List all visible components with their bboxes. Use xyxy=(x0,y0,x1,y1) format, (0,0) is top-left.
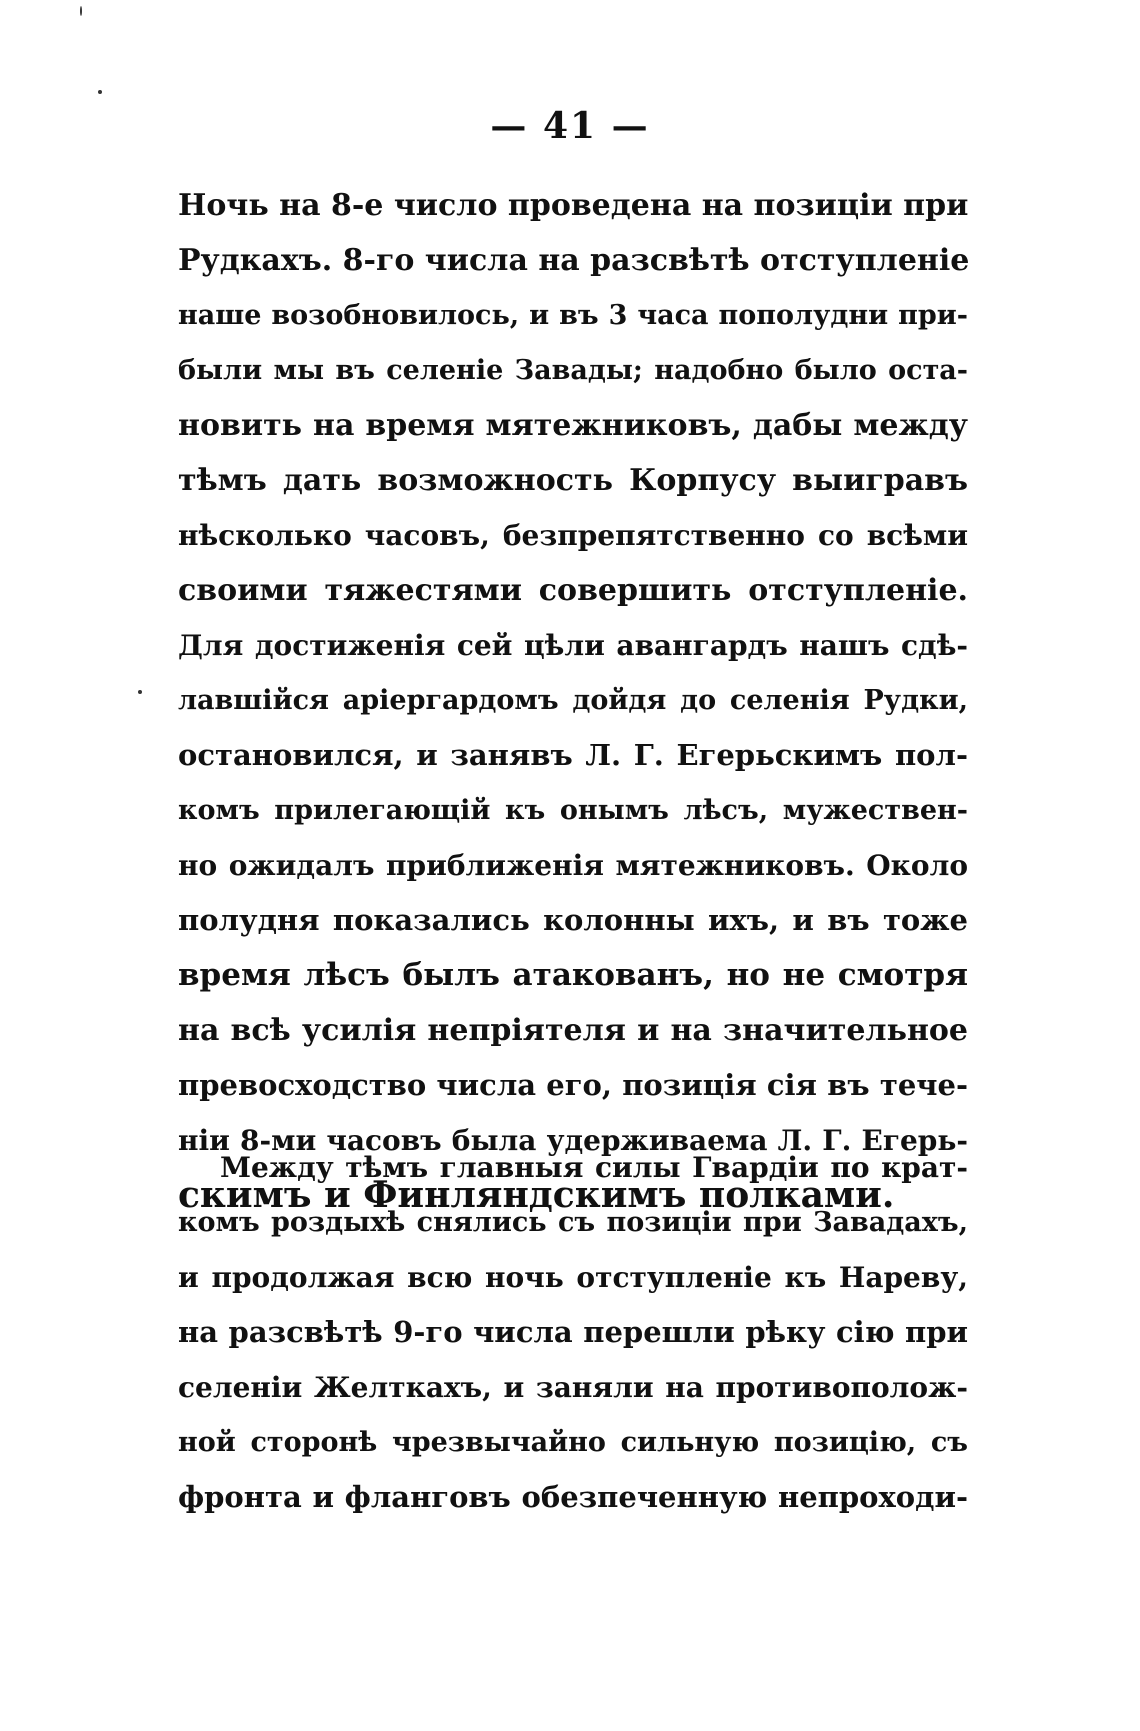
text-line: были мы въ селеніе Завады; надобно было оста- xyxy=(178,355,968,386)
text-line: Для достиженія сей цѣли авангардъ нашъ сдѣ- xyxy=(178,629,968,662)
text-line: комъ роздыхѣ снялись съ позиціи при Завадахъ, xyxy=(178,1207,968,1238)
text-line: Ночь на 8-е число проведена на позиціи при xyxy=(178,188,969,223)
text-line: превосходство числа его, позиція сія въ тече- xyxy=(178,1068,968,1102)
text-line: фронта и фланговъ обезпеченную непроходи- xyxy=(178,1480,968,1514)
paragraph-2 xyxy=(178,1140,968,1525)
text-line: остановился, и занявъ Л. Г. Егерьскимъ пол- xyxy=(178,738,968,772)
paragraph-1 xyxy=(178,178,968,1223)
text-line: на разсвѣтѣ 9-го числа перешли рѣку сію при xyxy=(178,1315,968,1349)
paper-speck xyxy=(80,6,82,16)
text-line: лавшійся аріергардомъ дойдя до селенія Рудки, xyxy=(178,685,968,716)
text-line: ніи 8-ми часовъ была удерживаема Л. Г. Егерь- xyxy=(178,1124,968,1157)
paper-speck xyxy=(98,90,102,94)
text-line: Рудкахъ. 8-го числа на разсвѣтѣ отступленіе xyxy=(178,243,970,278)
text-line: своими тяжестями совершить отступленіе. xyxy=(178,573,968,608)
text-line: селеніи Желткахъ, и заняли на противополож- xyxy=(178,1371,968,1404)
text-line: и продолжая всю ночь отступленіе къ Нареву, xyxy=(178,1261,968,1294)
text-line: но ожидалъ приближенія мятежниковъ. Около xyxy=(178,849,968,882)
text-line: на всѣ усилія непріятеля и на значительное xyxy=(178,1013,968,1048)
page-number: — 41 — xyxy=(490,105,650,147)
text-line: скимъ и Финляндскимъ полками. xyxy=(178,1174,895,1216)
text-line: новить на время мятежниковъ, дабы между xyxy=(178,408,968,443)
text-line: ной сторонѣ чрезвычайно сильную позицію, съ xyxy=(178,1427,968,1458)
text-line: наше возобновилось, и въ 3 часа пополудни при- xyxy=(178,300,968,331)
text-line: комъ прилегающій къ онымъ лѣсъ, мужествен- xyxy=(178,795,968,826)
text-line: полудня показались колонны ихъ, и въ тоже xyxy=(178,903,968,937)
text-line: нѣсколько часовъ, безпрепятственно со всѣми xyxy=(178,519,968,552)
text-line: тѣмъ дать возможность Корпусу выигравъ xyxy=(178,463,968,498)
text-line: Между тѣмъ главныя силы Гвардіи по крат- xyxy=(220,1151,968,1184)
paper-speck xyxy=(138,690,142,694)
text-line: время лѣсъ былъ атакованъ, но не смотря xyxy=(178,957,968,993)
